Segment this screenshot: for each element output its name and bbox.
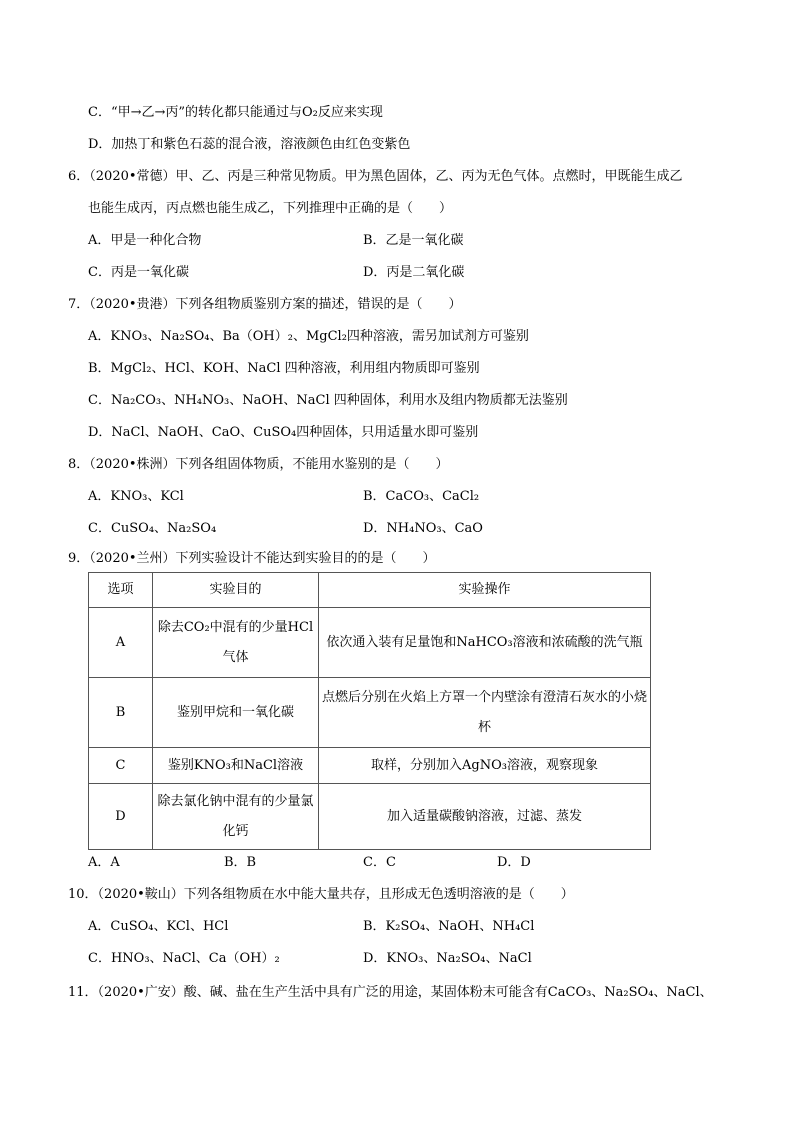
q6-stem-line1: 6．（2020•常德）甲、乙、丙是三种常见物质。甲为黑色固体，乙、丙为无色气体。点燃时，甲既能生成乙 xyxy=(68,169,683,184)
table-row xyxy=(89,678,651,748)
q8-option-d: D．NH₄NO₃、CaO xyxy=(363,521,483,536)
q6-option-c: C．丙是一氧化碳 xyxy=(88,265,189,280)
table-cell-operation: 依次通入装有足量饱和NaHCO₃溶液和浓硫酸的洗气瓶 xyxy=(319,608,651,678)
table-cell-option: D xyxy=(89,784,153,850)
q8-stem: 8．（2020•株洲）下列各组固体物质，不能用水鉴别的是（ ） xyxy=(68,457,449,472)
table-row xyxy=(89,784,651,850)
table-cell-purpose: 除去氯化钠中混有的少量氯化钙 xyxy=(153,784,319,850)
q6-stem-line2: 也能生成丙，丙点燃也能生成乙，下列推理中正确的是（ ） xyxy=(88,201,453,216)
table-cell-operation: 加入适量碳酸钠溶液，过滤、蒸发 xyxy=(319,784,651,850)
table-cell-purpose: 除去CO₂中混有的少量HCl气体 xyxy=(153,608,319,678)
q9-option-d: D．D xyxy=(497,855,531,870)
q8-option-c: C．CuSO₄、Na₂SO₄ xyxy=(88,521,217,536)
q10-stem: 10．（2020•鞍山）下列各组物质在水中能大量共存，且形成无色透明溶液的是（ ） xyxy=(68,887,574,902)
q9-experiment-table xyxy=(88,572,651,850)
table-header-purpose: 实验目的 xyxy=(153,573,319,608)
q9-option-b: B．B xyxy=(224,855,257,870)
q9-stem: 9．（2020•兰州）下列实验设计不能达到实验目的的是（ ） xyxy=(68,551,436,566)
table-cell-option: A xyxy=(89,608,153,678)
table-cell-purpose: 鉴别KNO₃和NaCl溶液 xyxy=(153,748,319,784)
q7-option-a: A．KNO₃、Na₂SO₄、Ba（OH）₂、MgCl₂四种溶液，需另加试剂方可鉴别 xyxy=(88,329,529,344)
q9-option-a: A．A xyxy=(88,855,120,870)
q6-option-a: A．甲是一种化合物 xyxy=(88,233,202,248)
q7-option-d: D．NaCl、NaOH、CaO、CuSO₄四种固体，只用适量水即可鉴别 xyxy=(88,425,479,440)
table-header-operation: 实验操作 xyxy=(319,573,651,608)
table-cell-operation: 点燃后分别在火焰上方罩一个内壁涂有澄清石灰水的小烧杯 xyxy=(319,678,651,748)
q10-option-c: C．HNO₃、NaCl、Ca（OH）₂ xyxy=(88,951,280,966)
q8-option-b: B．CaCO₃、CaCl₂ xyxy=(363,489,480,504)
table-cell-purpose: 鉴别甲烷和一氧化碳 xyxy=(153,678,319,748)
q10-option-d: D．KNO₃、Na₂SO₄、NaCl xyxy=(363,951,532,966)
table-header-row xyxy=(89,573,651,608)
q5-option-c: C．“甲→乙→丙”的转化都只能通过与O₂反应来实现 xyxy=(88,105,383,120)
table-cell-operation: 取样，分别加入AgNO₃溶液，观察现象 xyxy=(319,748,651,784)
q11-stem: 11．（2020•广安）酸、碱、盐在生产生活中具有广泛的用途，某固体粉末可能含有CaCO₃、Na₂SO₄、NaCl、 xyxy=(68,985,713,1000)
q7-option-b: B．MgCl₂、HCl、KOH、NaCl 四种溶液，利用组内物质即可鉴别 xyxy=(88,361,480,376)
table-row xyxy=(89,748,651,784)
q8-option-a: A．KNO₃、KCl xyxy=(88,489,184,504)
q6-option-b: B．乙是一氧化碳 xyxy=(363,233,464,248)
q10-option-a: A．CuSO₄、KCl、HCl xyxy=(88,919,229,934)
q9-option-c: C．C xyxy=(363,855,396,870)
table-row xyxy=(89,608,651,678)
q7-stem: 7．（2020•贵港）下列各组物质鉴别方案的描述，错误的是（ ） xyxy=(68,297,462,312)
q7-option-c: C．Na₂CO₃、NH₄NO₃、NaOH、NaCl 四种固体，利用水及组内物质都无法鉴别 xyxy=(88,393,568,408)
q10-option-b: B．K₂SO₄、NaOH、NH₄Cl xyxy=(363,919,535,934)
table-cell-option: C xyxy=(89,748,153,784)
q6-option-d: D．丙是二氧化碳 xyxy=(363,265,465,280)
table-header-option: 选项 xyxy=(89,573,153,608)
q5-option-d: D．加热丁和紫色石蕊的混合液，溶液颜色由红色变紫色 xyxy=(88,137,411,152)
table-cell-option: B xyxy=(89,678,153,748)
